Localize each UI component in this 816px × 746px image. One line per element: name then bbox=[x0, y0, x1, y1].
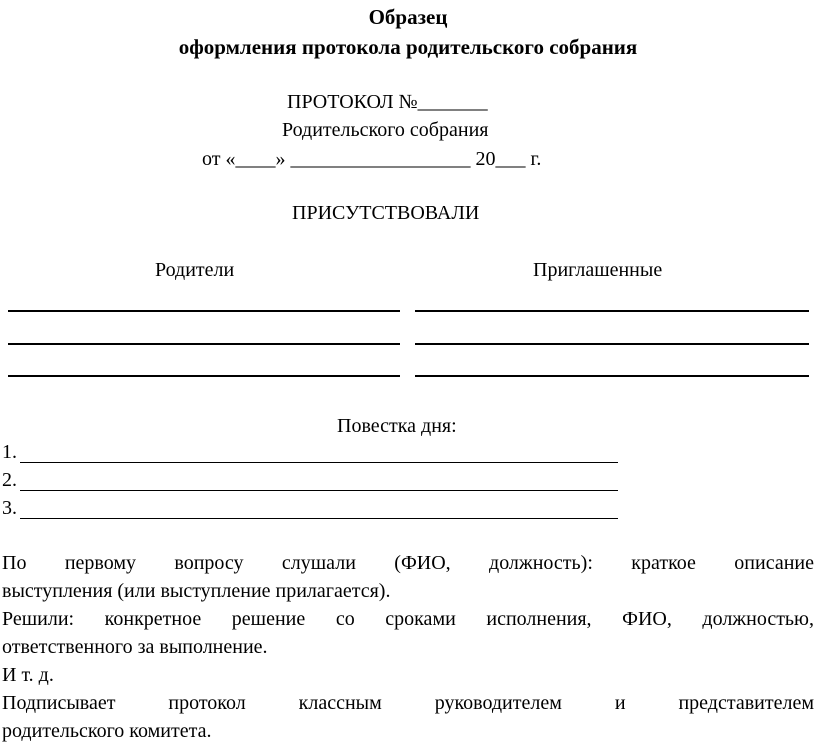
parents-label: Родители bbox=[155, 259, 235, 281]
agenda-heading: Повестка дня: bbox=[337, 415, 457, 437]
paragraph-signature-line2: родительского комитета. bbox=[2, 720, 212, 742]
agenda-item-number: 2. bbox=[2, 469, 17, 491]
invited-label: Приглашенные bbox=[533, 259, 663, 281]
paragraph-heard-line2: выступления (или выступление прилагается). bbox=[2, 580, 391, 602]
parents-blank-line bbox=[8, 375, 400, 377]
invited-blank-line bbox=[415, 343, 809, 345]
paragraph-signature-line1: Подписывает протокол классным руководителем и представителем bbox=[2, 692, 814, 714]
paragraph-heard-line1: По первому вопросу слушали (ФИО, должность): краткое описание bbox=[2, 552, 814, 574]
agenda-item-number: 3. bbox=[2, 497, 17, 519]
protocol-number: ПРОТОКОЛ №_______ bbox=[287, 91, 488, 113]
agenda-item-number: 1. bbox=[2, 441, 17, 463]
invited-blank-line bbox=[415, 310, 809, 312]
document-title-line1: Образец bbox=[368, 5, 448, 29]
parents-blank-line bbox=[8, 343, 400, 345]
document-title-line2: оформления протокола родительского собрания bbox=[178, 35, 638, 59]
paragraph-decided-line2: ответственного за выполнение. bbox=[2, 636, 268, 658]
parents-blank-line bbox=[8, 310, 400, 312]
protocol-subtitle: Родительского собрания bbox=[282, 119, 489, 141]
paragraph-etc: И т. д. bbox=[2, 664, 54, 686]
agenda-item-line bbox=[20, 490, 618, 491]
agenda-item-line bbox=[20, 462, 618, 463]
agenda-item-line bbox=[20, 518, 618, 519]
attendance-heading: ПРИСУТСТВОВАЛИ bbox=[292, 202, 480, 224]
paragraph-decided-line1: Решили: конкретное решение со сроками исполнения, ФИО, должностью, bbox=[2, 608, 814, 630]
invited-blank-line bbox=[415, 375, 809, 377]
protocol-date: от «____» __________________ 20___ г. bbox=[202, 148, 542, 170]
